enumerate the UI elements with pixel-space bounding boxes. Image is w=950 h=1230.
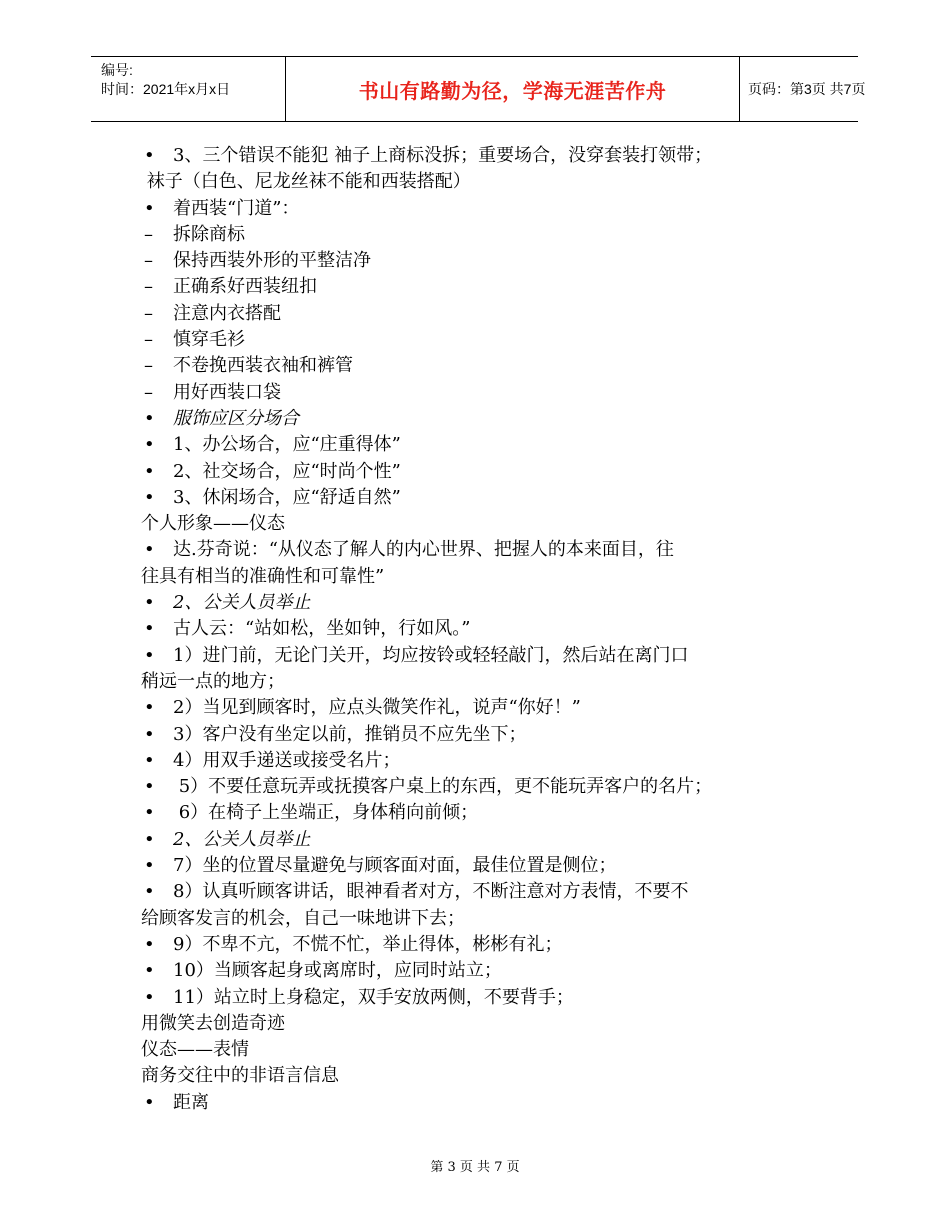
body-line [141,590,821,616]
body-line [141,353,821,379]
body-line [141,301,821,327]
body-line-text: 服饰应区分场合 [173,407,299,429]
body-line [141,196,821,222]
body-line-text: 2、社交场合，应“时尚个性” [173,460,401,482]
bullet-marker: • [144,460,155,482]
body-line-text: 3、三个错误不能犯 袖子上商标没拆；重要场合，没穿套装打领带； [173,145,713,166]
dash-marker: – [144,329,153,351]
header-meta-cell [91,57,286,121]
body-line [141,958,821,984]
body-line-text: 4）用双手递送或接受名片； [173,749,401,771]
body-line-text: 距离 [173,1091,209,1113]
bullet-marker: • [144,197,155,219]
body-line-text: 慎穿毛衫 [173,329,245,351]
bullet-marker: • [144,933,155,955]
bullet-marker: • [144,539,155,561]
body-line-text: 仪态——表情 [141,1039,249,1061]
body-line [141,537,821,590]
body-line-text: 正确系好西装纽扣 [173,276,317,298]
bullet-marker: • [144,1091,155,1113]
body-line [141,485,821,511]
body-line [141,1011,821,1037]
body-line-text: 2）当见到顾客时，应点头微笑作礼，说声“你好！” [173,697,581,719]
body-line-text: 1）进门前，无论门关开，均应按铃或轻轻敲门，然后站在离门口 [173,644,689,666]
body-line-continuation: 给顾客发言的机会，自己一味地讲下去； [141,907,465,929]
bullet-marker: • [144,855,155,877]
document-body [141,143,821,1116]
bullet-marker: • [144,618,155,640]
body-line [141,827,821,853]
body-line-text: 2、公关人员举止 [173,592,311,614]
body-line-text: 8）认真听顾客讲话，眼神看者对方，不断注意对方表情，不要不 [173,881,689,903]
bullet-marker: • [144,697,155,719]
body-line [141,511,821,537]
body-line [141,1090,821,1116]
body-line [141,932,821,958]
body-line-text: 10）当顾客起身或离席时，应同时站立； [173,960,502,982]
dash-marker: – [144,302,153,324]
body-line [141,222,821,248]
body-line [141,695,821,721]
dash-marker: – [144,223,153,245]
body-line [141,722,821,748]
body-line-text: 3）客户没有坐定以前，推销员不应先坐下； [173,723,527,745]
document-number-label: 编号: [101,62,133,78]
body-line-text: 古人云：“站如松，坐如钟，行如风。” [173,618,471,640]
body-line-text: 拆除商标 [173,223,245,245]
body-line-text: 注意内衣搭配 [173,302,281,324]
body-line [141,274,821,300]
body-line-text: 个人形象——仪态 [141,513,285,535]
body-line [141,879,821,932]
bullet-marker: • [144,986,155,1008]
bullet-marker: • [144,723,155,745]
bullet-marker: • [144,486,155,508]
bullet-marker: • [144,776,155,798]
body-line-text: 11）站立时上身稳定，双手安放两侧，不要背手； [173,986,574,1008]
header-page-info: 页码：第3页 共7页 [748,81,866,97]
body-line [141,406,821,432]
body-line-continuation: 往具有相当的准确性和可靠性” [141,565,385,587]
body-line-text: 达.芬奇说：“从仪态了解人的内心世界、把握人的本来面目，往 [173,539,674,561]
body-line-text: 着西装“门道”： [173,197,300,219]
body-line-text: 保持西装外形的平整洁净 [173,250,371,272]
body-line [141,748,821,774]
body-line [141,985,821,1011]
bullet-marker: • [144,407,155,429]
body-line-text: 不卷挽西装衣袖和裤管 [173,355,353,377]
header-motto: 书山有路勤为径，学海无涯苦作舟 [286,57,740,121]
body-line-text: 9）不卑不亢，不慌不忙，举止得体，彬彬有礼； [173,933,563,955]
body-line-text: 用好西装口袋 [173,381,281,403]
body-line [141,800,821,826]
dash-marker: – [144,250,153,272]
dash-marker: – [144,276,153,298]
bullet-marker: • [144,592,155,614]
body-line-text: 6）在椅子上坐端正，身体稍向前倾； [173,802,479,824]
body-line-text: 5）不要任意玩弄或抚摸客户桌上的东西，更不能玩弄客户的名片； [173,776,713,798]
bullet-marker: • [144,145,155,166]
page-footer: 第 3 页 共 7 页 [430,1160,520,1175]
body-line [141,1037,821,1063]
bullet-marker: • [144,749,155,771]
body-line-continuation: 稍远一点的地方； [141,670,285,692]
body-line-text: 7）坐的位置尽量避免与顾客面对面，最佳位置是侧位； [173,855,617,877]
body-line [141,853,821,879]
bullet-marker: • [144,802,155,824]
body-line-continuation: 袜子（白色、尼龙丝袜不能和西装搭配） [141,171,471,193]
bullet-marker: • [144,960,155,982]
body-line [141,643,821,696]
body-line-text: 1、办公场合，应“庄重得体” [173,434,401,456]
document-header [91,56,866,122]
dash-marker: – [144,355,153,377]
body-line [141,432,821,458]
bullet-marker: • [144,828,155,850]
bullet-marker: • [144,881,155,903]
bullet-marker: • [144,434,155,456]
body-line [141,774,821,800]
body-line [141,143,821,196]
body-line [141,459,821,485]
document-time-label: 时间：2021年x月x日 [101,81,231,97]
body-line [141,1063,821,1089]
body-line-text: 2、公关人员举止 [173,828,311,850]
bullet-marker: • [144,644,155,666]
body-line [141,248,821,274]
body-line [141,327,821,353]
dash-marker: – [144,381,153,403]
body-line [141,380,821,406]
body-line-text: 用微笑去创造奇迹 [141,1012,285,1034]
body-line [141,616,821,642]
body-line-text: 3、休闲场合，应“舒适自然” [173,486,401,508]
body-line-text: 商务交往中的非语言信息 [141,1065,339,1087]
